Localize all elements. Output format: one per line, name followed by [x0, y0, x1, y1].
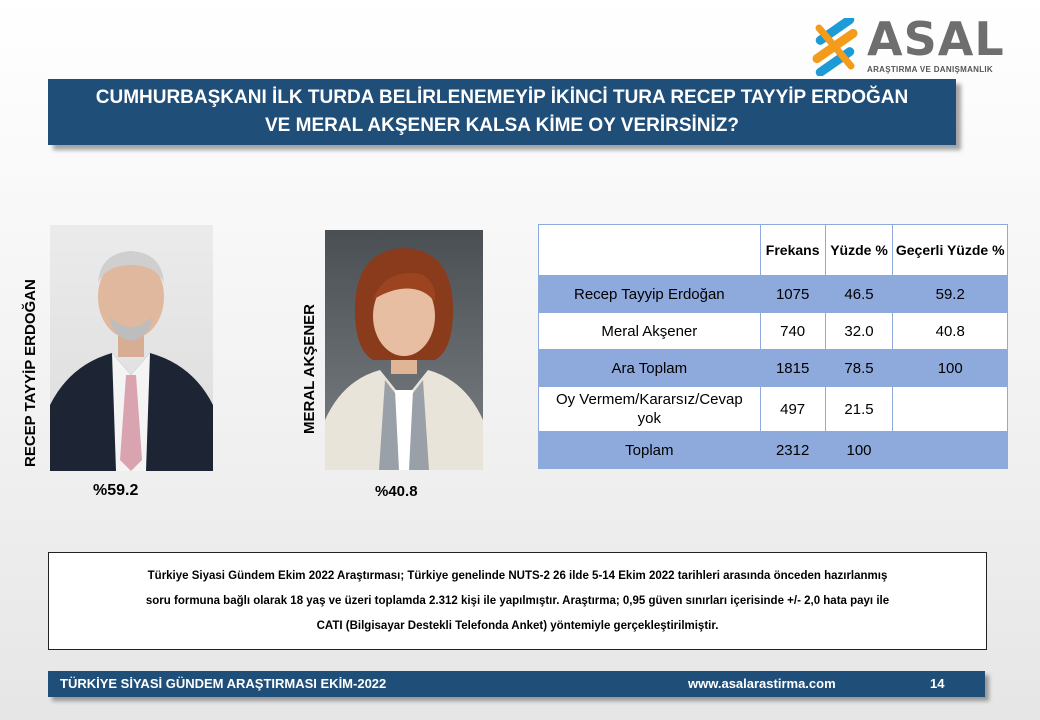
footer-page-number: 14: [930, 676, 945, 691]
candidate-1-percent: [93, 482, 138, 500]
note-line-3: CATI (Bilgisayar Destekli Telefonda Anket) yöntemiyle gerçekleştirilmiştir.: [316, 619, 719, 632]
table-header-label: [539, 225, 761, 276]
logo-name: ASAL: [867, 12, 1005, 66]
row-label: Ara Toplam: [539, 350, 761, 387]
candidate-1-name: RECEP TAYYİP ERDOĞAN: [22, 279, 39, 467]
table-row: [539, 350, 1008, 387]
question-title: [48, 79, 956, 145]
row-valid-percent: 100: [893, 350, 1008, 387]
table-row: [539, 276, 1008, 313]
footer-url[interactable]: www.asalarastirma.com: [688, 676, 836, 691]
row-frequency: 740: [760, 313, 825, 350]
row-percent: 32.0: [825, 313, 893, 350]
row-valid-percent: 40.8: [893, 313, 1008, 350]
table-header-frequency: Frekans: [760, 225, 825, 276]
candidate-2-percent: [375, 483, 418, 500]
row-percent: 100: [825, 432, 893, 469]
table-row: [539, 313, 1008, 350]
candidate-1-percent-value: %59.2: [93, 482, 139, 499]
row-valid-percent: 59.2: [893, 276, 1008, 313]
note-line-1: Türkiye Siyasi Gündem Ekim 2022 Araştırması; Türkiye genelinde NUTS-2 26 ilde 5-14 Ekim 2022 tarihleri arasında önceden hazırlanmış: [147, 569, 888, 582]
row-percent: 78.5: [825, 350, 893, 387]
candidate-2-percent-value: %40.8: [375, 483, 418, 500]
row-valid-percent: [893, 432, 1008, 469]
footer-survey-title: TÜRKİYE SİYASİ GÜNDEM ARAŞTIRMASI EKİM-2022: [60, 676, 387, 691]
title-line-1: CUMHURBAŞKANI İLK TURDA BELİRLENEMEYİP İKİNCİ TURA RECEP TAYYİP ERDOĞAN: [95, 87, 909, 108]
row-label: Toplam: [539, 432, 761, 469]
asal-logo-mark-icon: [805, 18, 865, 76]
title-line-2: VE MERAL AKŞENER KALSA KİME OY VERİRSİNİZ?: [265, 115, 739, 136]
row-label: Recep Tayyip Erdoğan: [539, 276, 761, 313]
table-header-valid-percent: Geçerli Yüzde %: [893, 225, 1008, 276]
table-row: [539, 387, 1008, 432]
table-row: [539, 432, 1008, 469]
row-frequency: 1815: [760, 350, 825, 387]
methodology-note: [48, 552, 987, 650]
candidate-2-photo: [325, 230, 483, 470]
row-label: Meral Akşener: [539, 313, 761, 350]
person-portrait-icon: [325, 230, 483, 470]
row-valid-percent: [893, 387, 1008, 432]
row-percent: 46.5: [825, 276, 893, 313]
logo-subtitle: ARAŞTIRMA VE DANIŞMANLIK: [867, 65, 994, 74]
footer-bar: [48, 671, 985, 697]
row-percent: 21.5: [825, 387, 893, 432]
note-line-2: soru formuna bağlı olarak 18 yaş ve üzeri toplamda 2.312 kişi ile yapılmıştır. Araştırma; 0,95 güven sınırları içerisinde +/- 2,0 hata payı ile: [145, 594, 890, 607]
candidate-1-photo: [50, 225, 213, 471]
row-frequency: 1075: [760, 276, 825, 313]
row-label: Oy Vermem/Kararsız/Cevap yok: [539, 387, 761, 432]
candidate-2-name: MERAL AKŞENER: [301, 303, 318, 434]
results-table: [538, 224, 1008, 469]
row-frequency: 497: [760, 387, 825, 432]
row-frequency: 2312: [760, 432, 825, 469]
asal-logo: [805, 14, 1010, 78]
person-portrait-icon: [50, 225, 213, 471]
table-header-percent: Yüzde %: [825, 225, 893, 276]
table-header-row: [539, 225, 1008, 276]
